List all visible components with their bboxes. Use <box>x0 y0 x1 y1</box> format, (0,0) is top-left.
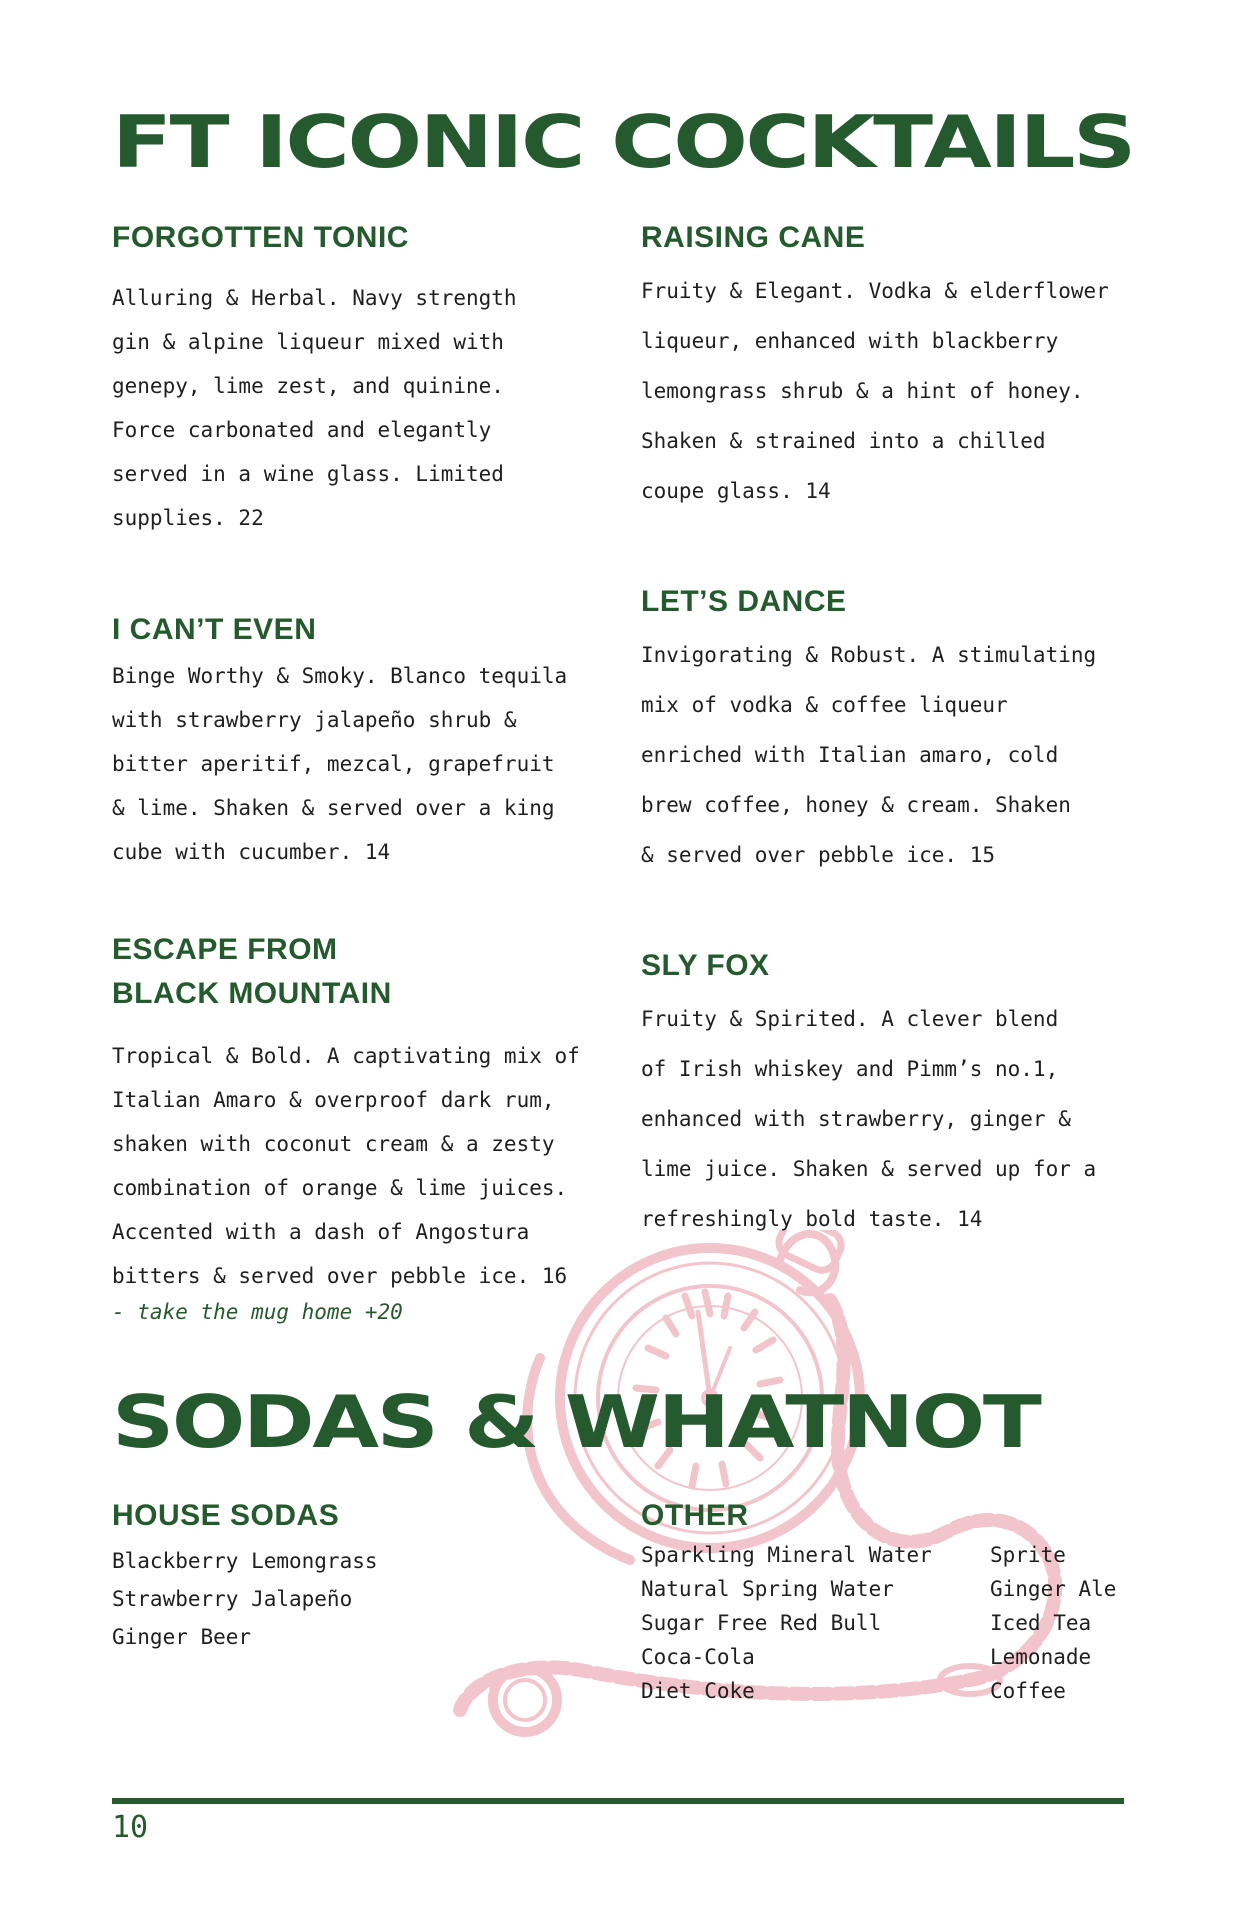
cocktail-name-sly-fox: SLY FOX <box>641 949 770 982</box>
page-number: 10 <box>112 1810 149 1845</box>
cocktail-description-escape-from-black-mountain: Tropical & Bold. A captivating mix of Italian Amaro & overproof dark rum, shaken with coconut cream & a zesty combination of orange & lime juices. Accented with a dash of Angostura bitters & served over pebble ice. 16 <box>112 1044 580 1288</box>
list-item: Diet Coke <box>641 1679 755 1703</box>
footer-rule <box>112 1798 1124 1804</box>
sodas-title: SODAS & WHATNOT <box>112 1380 1040 1464</box>
list-item: Ginger Beer <box>112 1625 252 1649</box>
other-heading: OTHER <box>641 1499 749 1532</box>
list-item: Sugar Free Red Bull <box>641 1611 882 1635</box>
list-item: Ginger Ale <box>990 1577 1117 1601</box>
cocktail-description-raising-cane: Fruity & Elegant. Vodka & elderflower liqueur, enhanced with blackberry lemongrass shrub & a hint of honey. Shaken & strained into a chilled coupe glass. 14 <box>641 279 1109 503</box>
cocktails-title: FT ICONIC COCKTAILS <box>112 100 1134 184</box>
list-item: Strawberry Jalapeño <box>112 1587 353 1611</box>
mug-note: - take the mug home +20 <box>112 1300 403 1324</box>
cocktail-description-forgotten-tonic: Alluring & Herbal. Navy strength gin & alpine liqueur mixed with genepy, lime zest, and quinine. Force carbonated and elegantly served in a wine glass. Limited supplies. 22 <box>112 286 517 530</box>
other-list-col1 <box>641 1538 932 1708</box>
list-item: Coca-Cola <box>641 1645 755 1669</box>
house-sodas-list <box>112 1542 378 1656</box>
list-item: Sprite <box>990 1543 1066 1567</box>
list-item: Lemonade <box>990 1645 1092 1669</box>
cocktail-name-i-cant-even: I CAN’T EVEN <box>112 613 317 646</box>
other-list-col2 <box>990 1538 1116 1708</box>
list-item: Blackberry Lemongrass <box>112 1549 378 1573</box>
cocktail-name-lets-dance: LET’S DANCE <box>641 585 847 618</box>
cocktail-name-raising-cane: RAISING CANE <box>641 221 866 254</box>
cocktail-name-forgotten-tonic: FORGOTTEN TONIC <box>112 221 409 254</box>
list-item: Iced Tea <box>990 1611 1092 1635</box>
list-item: Natural Spring Water <box>641 1577 894 1601</box>
cocktail-description-i-cant-even: Binge Worthy & Smoky. Blanco tequila with strawberry jalapeño shrub & bitter aperitif, mezcal, grapefruit & lime. Shaken & served over a king cube with cucumber. 14 <box>112 664 568 864</box>
list-item: Coffee <box>990 1679 1066 1703</box>
house-sodas-heading: HOUSE SODAS <box>112 1499 340 1532</box>
list-item: Sparkling Mineral Water <box>641 1543 932 1567</box>
cocktail-description-lets-dance: Invigorating & Robust. A stimulating mix of vodka & coffee liqueur enriched with Italian amaro, cold brew coffee, honey & cream. Shaken & served over pebble ice. 15 <box>641 643 1097 867</box>
cocktail-description-sly-fox: Fruity & Spirited. A clever blend of Irish whiskey and Pimm’s no.1, enhanced with strawberry, ginger & lime juice. Shaken & served up for a refreshingly bold taste. 14 <box>641 1007 1097 1231</box>
cocktail-name-escape-from-black-mountain: ESCAPE FROM BLACK MOUNTAIN <box>112 933 392 1010</box>
